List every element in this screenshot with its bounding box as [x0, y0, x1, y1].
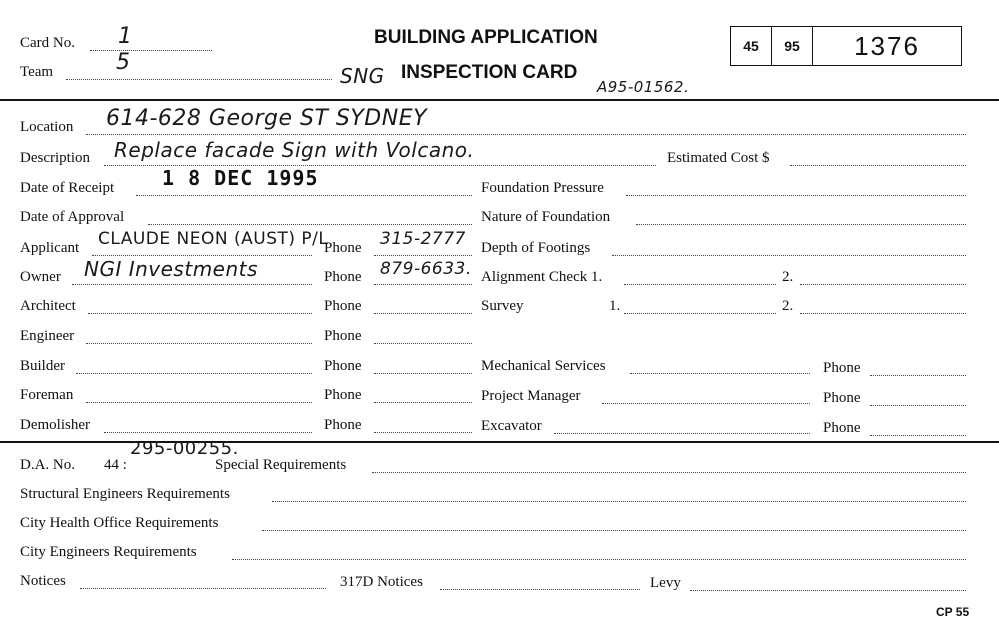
location-line	[86, 134, 966, 135]
description-label: Description	[20, 150, 90, 166]
owner-label: Owner	[20, 269, 61, 285]
engineer-phone-line	[374, 343, 472, 344]
date-of-receipt-line	[136, 195, 472, 196]
excavator-line	[554, 433, 810, 434]
applicant-label: Applicant	[20, 240, 80, 256]
health-requirements-label: City Health Office Requirements	[20, 515, 219, 531]
estimated-cost-line	[790, 165, 966, 166]
demolisher-line	[104, 432, 312, 433]
card-number-cell-2: 95	[772, 27, 813, 65]
estimated-cost-label: Estimated Cost $	[667, 150, 770, 166]
card-number-box	[730, 26, 962, 66]
nature-of-foundation-label: Nature of Foundation	[481, 209, 611, 225]
survey-line-2	[800, 313, 966, 314]
builder-line	[76, 373, 312, 374]
special-requirements-line	[372, 472, 966, 473]
engineer-phone-label: Phone	[324, 328, 362, 344]
owner-line	[72, 284, 312, 285]
notices-label: Notices	[20, 573, 66, 589]
team-value: 5	[116, 50, 131, 75]
notices-line	[80, 588, 326, 589]
owner-value: NGI Investments	[84, 257, 258, 281]
da-no-prefix: 44 :	[104, 457, 127, 473]
applicant-phone-label: Phone	[324, 240, 362, 256]
health-requirements-line	[262, 530, 966, 531]
demolisher-label: Demolisher	[20, 417, 90, 433]
excavator-label: Excavator	[481, 418, 542, 434]
architect-phone-label: Phone	[324, 298, 362, 314]
card-no-label: Card No.	[20, 35, 75, 51]
card-number-cell-3: 1376	[854, 30, 920, 61]
owner-phone-line	[374, 284, 472, 285]
survey-1-label: 1.	[609, 298, 621, 314]
foreman-label: Foreman	[20, 387, 74, 403]
structural-requirements-label: Structural Engineers Requirements	[20, 486, 230, 502]
special-requirements-label: Special Requirements	[215, 457, 347, 473]
form-title-line2: INSPECTION CARD	[401, 62, 578, 83]
notices-317d-label: 317D Notices	[340, 574, 423, 590]
builder-label: Builder	[20, 358, 65, 374]
foreman-phone-label: Phone	[324, 387, 362, 403]
date-of-approval-label: Date of Approval	[20, 209, 125, 225]
demolisher-phone-line	[374, 432, 472, 433]
team-line	[66, 79, 332, 80]
architect-line	[88, 313, 312, 314]
project-manager-label: Project Manager	[481, 388, 581, 404]
date-of-receipt-stamp: 1 8 DEC 1995	[162, 166, 319, 190]
da-no-value: 295-00255.	[130, 438, 239, 459]
alignment-check-line-2	[800, 284, 966, 285]
foundation-pressure-label: Foundation Pressure	[481, 180, 604, 196]
card-no-value: 1	[118, 24, 133, 49]
location-value: 614-628 George ST SYDNEY	[106, 106, 428, 131]
engineer-line	[86, 343, 312, 344]
notices-317d-line	[440, 589, 640, 590]
survey-line-1	[624, 313, 776, 314]
mechanical-phone-label: Phone	[823, 360, 861, 376]
card-no-line	[90, 50, 212, 51]
levy-line	[690, 590, 966, 591]
applicant-line	[92, 255, 312, 256]
survey-2-label: 2.	[782, 298, 794, 314]
architect-label: Architect	[20, 298, 76, 314]
builder-phone-line	[374, 373, 472, 374]
project-manager-line	[602, 403, 810, 404]
mechanical-services-line	[630, 373, 810, 374]
reference-number: A95-01562.	[597, 78, 690, 96]
city-engineers-requirements-label: City Engineers Requirements	[20, 544, 197, 560]
levy-label: Levy	[650, 575, 681, 591]
alignment-check-label: Alignment Check 1.	[481, 269, 603, 285]
alignment-check-line-1	[624, 284, 776, 285]
applicant-value: CLAUDE NEON (AUST) P/L	[98, 229, 329, 249]
description-value: Replace facade Sign with Volcano.	[114, 138, 475, 162]
team-label: Team	[20, 64, 54, 80]
project-manager-phone-line	[870, 405, 966, 406]
inspector-initials: SNG	[340, 64, 385, 88]
date-of-receipt-label: Date of Receipt	[20, 180, 115, 196]
demolisher-phone-label: Phone	[324, 417, 362, 433]
foreman-phone-line	[374, 402, 472, 403]
depth-of-footings-label: Depth of Footings	[481, 240, 591, 256]
mechanical-services-label: Mechanical Services	[481, 358, 606, 374]
excavator-phone-label: Phone	[823, 420, 861, 436]
foundation-pressure-line	[626, 195, 966, 196]
header-divider	[0, 99, 999, 101]
da-no-label: D.A. No.	[20, 457, 75, 473]
project-manager-phone-label: Phone	[823, 390, 861, 406]
alignment-check-2-label: 2.	[782, 269, 794, 285]
applicant-phone-line	[374, 255, 472, 256]
survey-label: Survey	[481, 298, 524, 314]
nature-of-foundation-line	[636, 224, 966, 225]
owner-phone-label: Phone	[324, 269, 362, 285]
city-engineers-requirements-line	[232, 559, 966, 560]
foreman-line	[86, 402, 312, 403]
location-label: Location	[20, 119, 74, 135]
owner-phone-value: 879-6633.	[380, 259, 472, 279]
date-of-approval-line	[148, 224, 472, 225]
applicant-phone-value: 315-2777	[380, 229, 466, 249]
form-code: CP 55	[936, 605, 970, 619]
architect-phone-line	[374, 313, 472, 314]
card-number-cell-1: 45	[731, 27, 772, 65]
engineer-label: Engineer	[20, 328, 75, 344]
builder-phone-label: Phone	[324, 358, 362, 374]
form-title-line1: BUILDING APPLICATION	[374, 27, 598, 48]
excavator-phone-line	[870, 435, 966, 436]
depth-of-footings-line	[612, 255, 966, 256]
mechanical-phone-line	[870, 375, 966, 376]
structural-requirements-line	[272, 501, 966, 502]
